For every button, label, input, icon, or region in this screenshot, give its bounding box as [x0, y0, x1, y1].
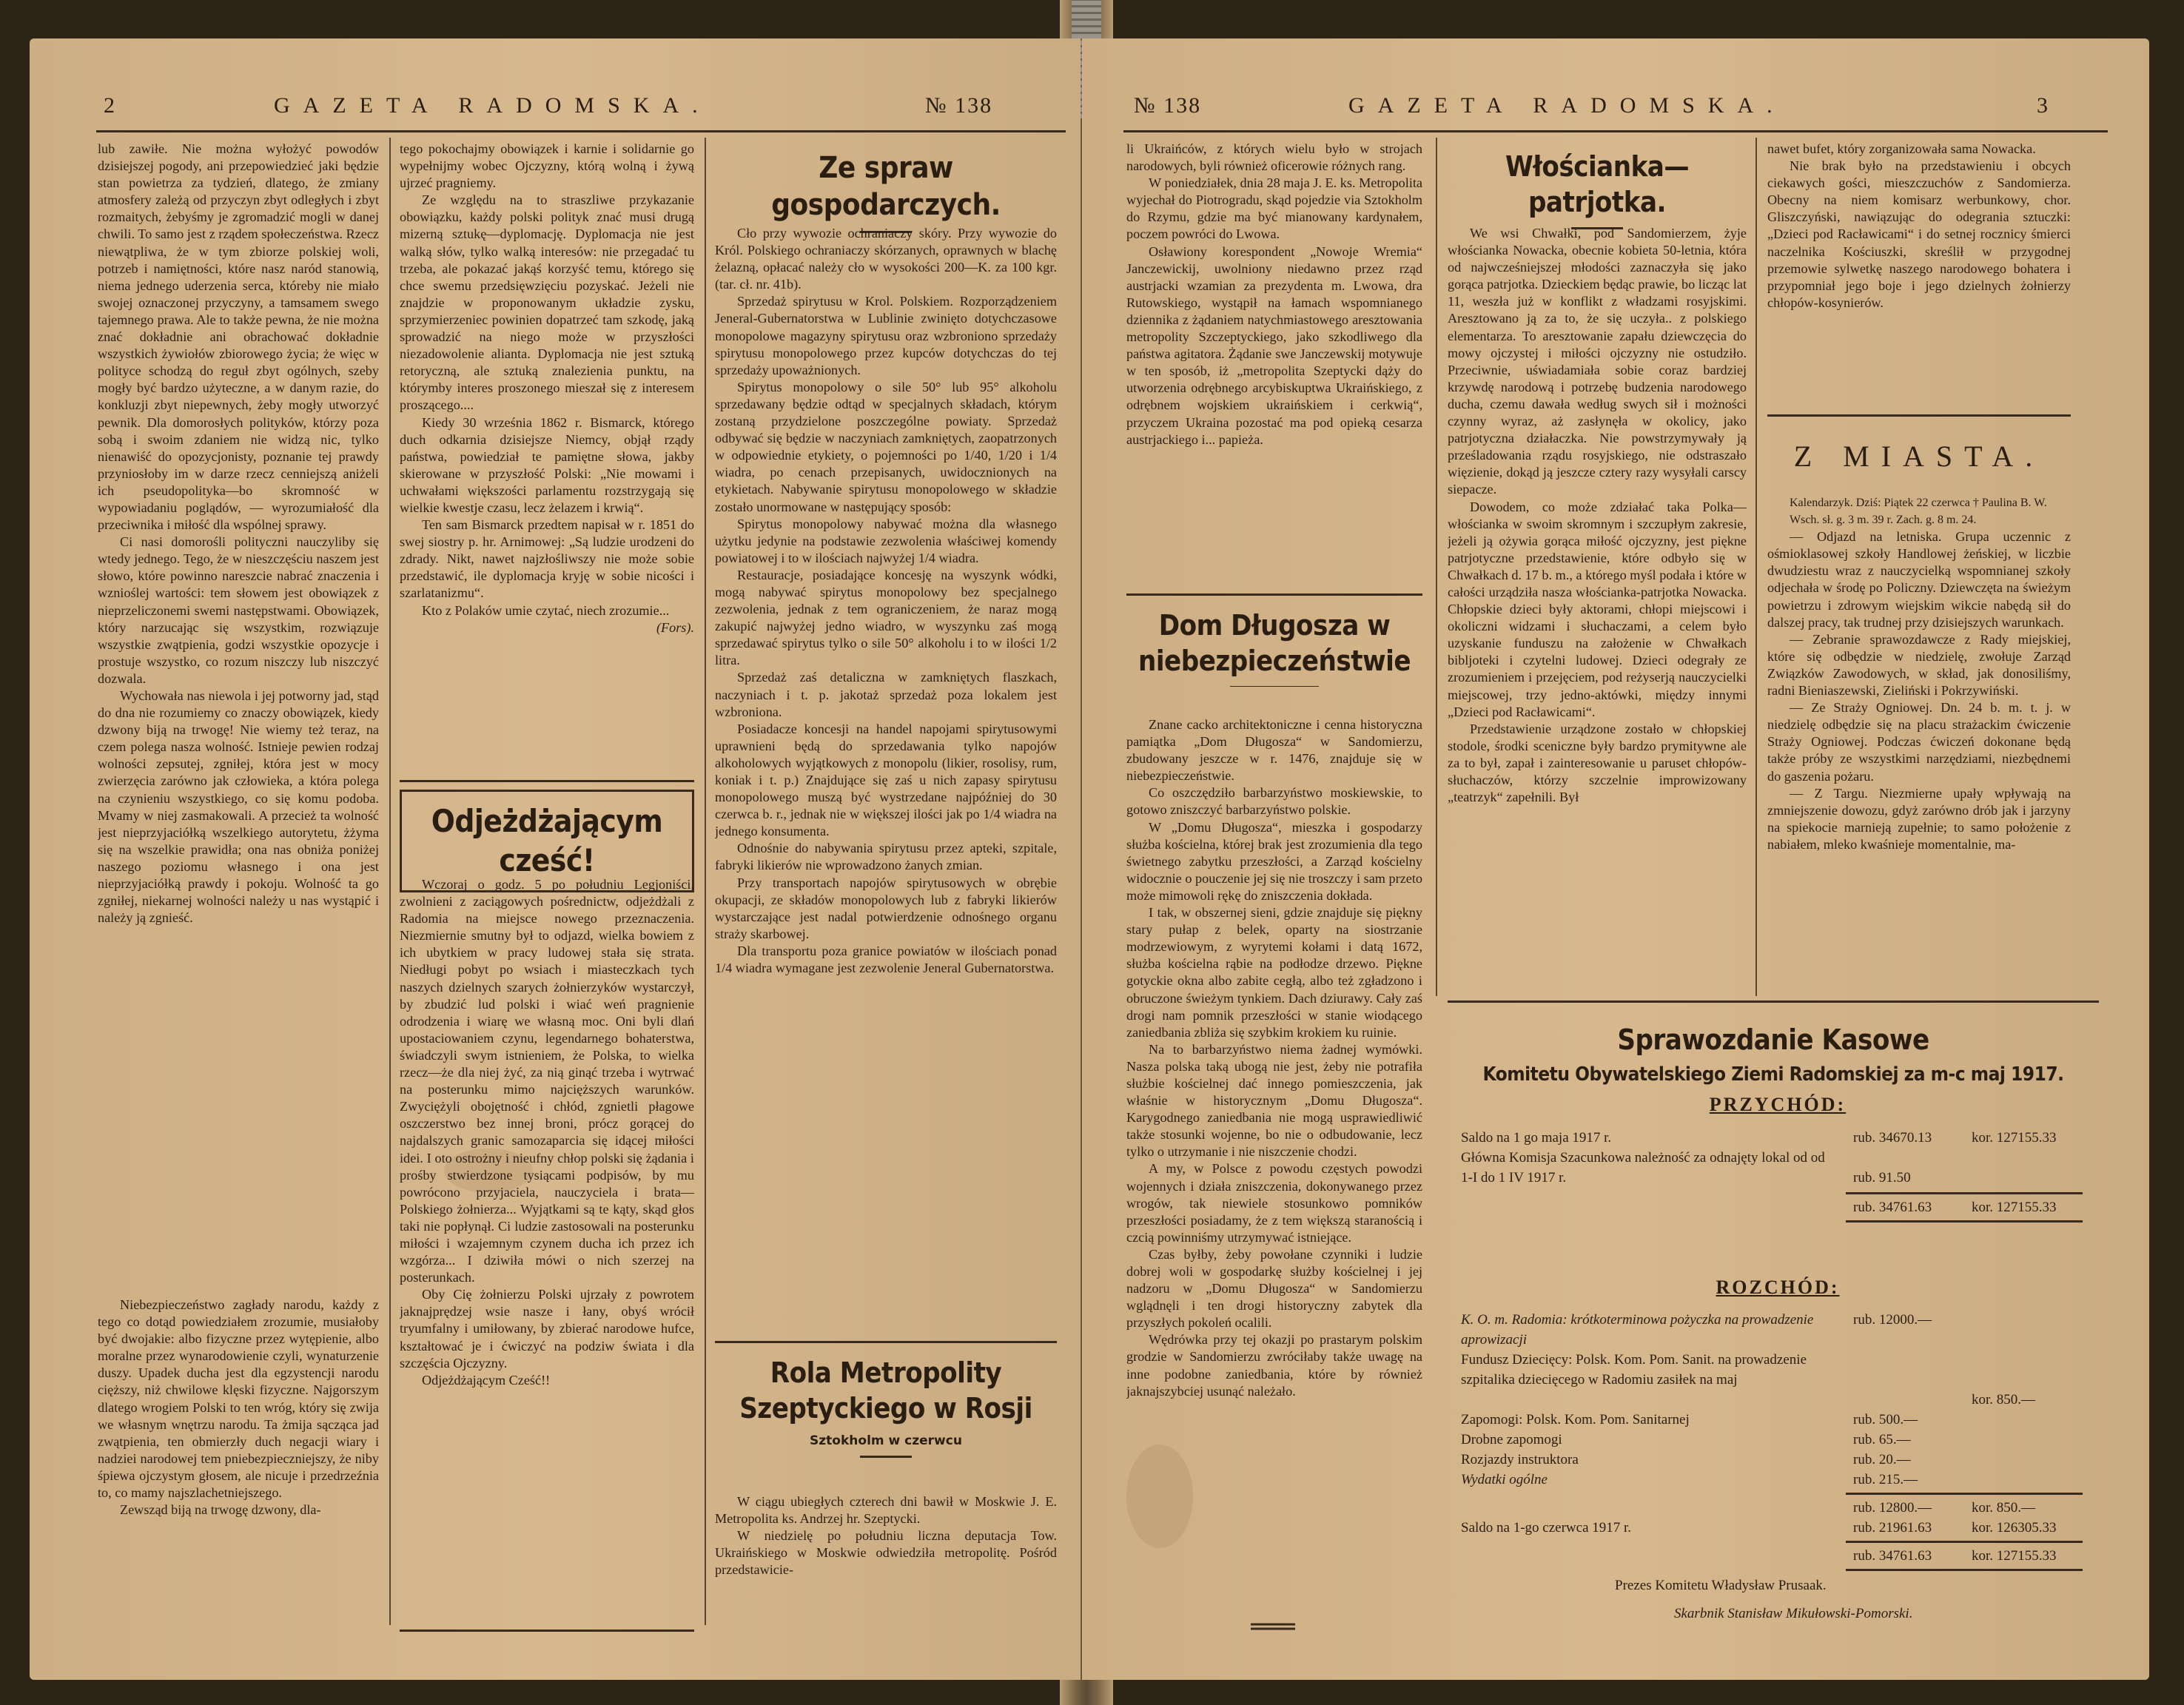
- sum-rub: rub. 34761.63: [1853, 1200, 1932, 1215]
- paragraph: — Zebranie sprawozdawcze z Rady miejskiej, które się odbędzie w niedzielę, zwołuje Zarząd Związków Zawodowych, w skład, jak donosiliśmy, radni Bieniaszewski, Zieliński i Pokrzywiński.: [1767, 631, 2071, 699]
- wloscianka-title: Włościanka—patrjotka.: [1505, 150, 1690, 218]
- dlugosz-article: [1126, 716, 1422, 1612]
- rozchod-rub: rub. 12000.—: [1853, 1312, 1932, 1328]
- paragraph: W niedzielę po południu liczna deputacja Tow. Ukraińskiego w Moskwie odwiedziła metropolitę. Pośród przedstawicie-: [715, 1528, 1057, 1578]
- ornament-icon: [1251, 1622, 1295, 1631]
- saldo-kor: kor. 126305.33: [1972, 1520, 2057, 1536]
- zmiasta-article: [1767, 494, 2071, 996]
- subtotal-rub: rub. 12800.—: [1853, 1500, 1932, 1516]
- paragraph: Sprzedaż spirytusu w Krol. Polskiem. Rozporządzeniem Jeneral-Gubernatorstwa w Lublinie zwinięto dotychczasowe monopolowe magazyny spirytusu oraz wzbroniono sprzedaży spirytusu monopolowego przez kupców dotychczas do tej sprzedaży upoważnionych.: [715, 294, 1057, 377]
- paragraph: tego pokochajmy obowiązek i karnie i solidarnie go wypełnijmy wobec Ojczyzny, którą wolną i żywą ujrzeć pragniemy.: [400, 141, 694, 191]
- paragraph: Cło przy wywozie ochraniaczy skóry. Przy wywozie do Król. Polskiego ochraniaczy skórzanych, oprawnych w blachę żelazną, opłacać należy cło w wysokości 200—K. za 100 kgr. (tar. cł. nr. 41b).: [715, 226, 1057, 292]
- metropolita-header: [715, 1356, 1057, 1468]
- left-col1-article: [98, 141, 379, 1249]
- paragraph: I tak, w obszernej sieni, gdzie znajduje się piękny stary pułap z belek, oparty na siostrzanie modrzewiowym, z wyrytemi kołami i datą 1672, służba kościelna rąbie na podłodze drzewo. Piękne gotyckie okna albo zabite cegłą, albo też zgładzono i obruczone świeżym tynkiem. Dach dziurawy. Cały zaś drogi nam pomnik przeszłości w stanie wiodącego zaniedbania zbliża się szybkim krokiem ku ruinie.: [1126, 905, 1422, 1040]
- subtotal-kor: kor. 850.—: [1972, 1500, 2036, 1516]
- przychod-heading: PRZYCHÓD:: [1709, 1094, 1847, 1115]
- paragraph: We wsi Chwałki, pod Sandomierzem, żyje włościanka Nowacka, obecnie kobieta 50-letnia, która od najwcześniejszej młodości zaznaczyła się jako gorąca patrjotka. Dzieckiem będąc prawie, bo licząc lat 11, weszła już w konflikt z władzami rosyjskimi. Aresztowano ją za to, że się uczyła.. z polskiego elementarza. To aresztowanie zapału dziewczęcia do mowy ojczystej i miłości ojczyzny nie ostudziło. Przeciwnie, uświadamiała sobie coraz bardziej krzywdę narodową i potrzebę budzenia narodowego ducha, czemu dawała według swych sił i możności czynny wyraz, aż zasłynęła w okolicy, jako patrjotyczna działaczka. Nie powstrzymywały ją prześladowania rządu rosyjskiego, nie odstraszało więzienie, dokąd ją jeszcze cztery razy wysyłali carscy siepacze.: [1448, 226, 1747, 497]
- saldo-label: Saldo na 1 go maja 1917 r.: [1461, 1130, 1612, 1146]
- saldo-rub: rub. 34670.13: [1853, 1130, 1932, 1146]
- paragraph: Restauracje, posiadające koncesję na wyszynk wódki, mogą nabywać spirytus monopolowy bez specjalnego zezwolenia, jednak z tem ograniczeniem, że naraz mogą zakupić najwyżej jedno wiadro, w wyszynku zaś mogą sprzedawać spirytus tylko o sile 50° alkoholu i to w ilości 1/2 litra.: [715, 567, 1057, 668]
- dlugosz-header: [1126, 608, 1422, 697]
- kasowe-subtitle: Komitetu Obywatelskiego Ziemi Radomskiej za m-c maj 1917.: [1482, 1063, 2064, 1086]
- paragraph: lub zawiłe. Nie można wyłożyć powodów dzisiejszej pogody, ani przepowiedzieć jaki będzie stan powietrza za tydzień, dlatego, że zmiany atmosfery zależą od przyczyn zbyt odległych i zbyt rozmaitych, żebyśmy je zgromadzić mogli w danej chwili. To samo jest z rządem społeczeństwa. Rzecz niewątpliwa, że w tym zbiorze polskiej woli, potrzeb i namiętności, które nasz naród stanowią, niema jednego uderzenia serca, któreby nie miało swojej oznaczonej przyczyny, a tamsamem swego tajemnego prawa. Ale to także pewna, że nie można znać dokładnie ani obrachować dokładnie wszystkich żywiołów zbiorowego życia; że więc w polityce schodzą do reguł zbyt ogólnych, szeby mogły być bardzo użyteczne, a w danym razie, do konkluzji zbyt niepewnych, żeby mogły utworzyć pewnik. Dla domorosłych polityków, którzy poza sobą i swoim zdaniem nie widzą nic, tylko nienawiść do opozycjonisty, poznanie tej prawdy przyniosłoby im w darze rzecz cenniejszą aniżeli ich pseudopolityka—bo skromność w wypowiadaniu poglądów, — wyrozumiałość dla przeciwnika i miłość dla wspólnej sprawy.: [98, 141, 379, 533]
- paragraph: Przy transportach napojów spirytusowych w obrębie okupacji, ze składów monopolowych lub z fabryki likierów wystarczające jest nadal potwierdzenie odnośnego organu straży skarbowej.: [715, 875, 1057, 941]
- col-divider: [1755, 138, 1757, 996]
- left-col1-article-cont: [98, 1297, 379, 1631]
- paragraph: A my, w Polsce z powodu częstych powodzi wojennych i działa zniszczenia, dokonywanego przez wrogów, tak niewiele stosunkowo pomników przeszłości posiadamy, że z tem większą staranością i czcią powinniśmy utrzymywać istniejące.: [1126, 1161, 1422, 1245]
- sum-kor: kor. 127155.33: [1972, 1200, 2057, 1215]
- prezes-signature: Prezes Komitetu Władysław Prusaak.: [1615, 1578, 1827, 1593]
- paragraph: Spirytus monopolowy o sile 50° lub 95° alkoholu sprzedawany będzie odtąd w specjalnych składach, którym zostaną przydzielone poszczególne powiaty. Sprzedaż odbywać się będzie w naczyniach zamkniętych, zaopatrzonych w odpowiednie etykiety, o pojemności po 1/40, 1/20 i 1/4 wiadra, po cenach przepisanych, uwidocznionych na etykietach. Nabywanie spirytusu monopolowego w składzie zostało unormowane w następujący sposób:: [715, 379, 1057, 514]
- glowna-rub: rub. 91.50: [1853, 1170, 1911, 1186]
- paragraph: Czas byłby, żeby powołane czynniki i ludzie dobrej woli w gospodarkę służby kościelnej i jej nadzoru w „Domu Długosza“ w Sandomierzu wglądnęli i ten drogi historyczny zabytek dla przyszłych pokoleń ocalili.: [1126, 1246, 1422, 1331]
- author-signature: (Fors).: [656, 619, 694, 635]
- left-header-rule: [96, 130, 1066, 132]
- kasowe-title: Sprawozdanie Kasowe: [1617, 1023, 1929, 1056]
- paragraph: — Ze Straży Ogniowej. Dn. 24 b. m. t. j. w niedzielę odbędzie się na placu strażackim ćwiczenie Straży Ogniowej. Podczas ćwiczeń dokonane będą także próby ze wszystkimi narzędziami, niezbędnemi do gaszenia pożaru.: [1767, 700, 2071, 784]
- rule: [1126, 593, 1422, 596]
- metropolita-continued: [1126, 141, 1422, 588]
- paragraph: Niebezpieczeństwo zagłady narodu, każdy z tego co dotąd powiedziałem zrozumie, musiałoby być dwojakie: albo fizyczne przez wytępienie, albo moralne przez wynarodowienie czyli, wynaturzenie duszy. Upadek ducha jest dla egzystencji narodu cięższy, niż chwilowe klęski fizyczne. Najgorszym dlatego wrogiem Polski to ten wróg, który się zwija we własnym wnętrzu narodu. Ta żmija sącząca jad zwątpienia, ten obmierzły duch negacji wiary i nadziei narodowej tem pniebezpieczniejszy, że niby śpiewa ojczystym głosem, ale nicuje i przedrzeźnia to, co mamy najszlachetniejszego.: [98, 1297, 379, 1501]
- skarbnik-signature: Skarbnik Stanisław Mikułowski-Pomorski.: [1674, 1606, 1913, 1621]
- paragraph: Odnośnie do nabywania spirytusu przez apteki, szpitale, fabryki likierów nie wprowadzono żanych zmian.: [715, 841, 1057, 873]
- total-rub: rub. 34761.63: [1853, 1548, 1932, 1564]
- paragraph: Posiadacze koncesji na handel napojami spirytusowymi uprawnieni będą do sprzedawania tylko napojów alkoholowych wyjątkowych z monopolu (likier, rosolisy, rum, koniak i t. p.) Znajdujące się zaś u nich zapasy spirytusu monopolowego muszą być wystrzedane najpóźniej do 30 czerwca b. r., jednak nie w większej ilości jak po 1/4 wiadra na jednego konsumenta.: [715, 721, 1057, 839]
- rozchod-kor: kor. 850.—: [1972, 1392, 2036, 1408]
- left-masthead: GAZETA RADOMSKA.: [274, 93, 711, 118]
- rozchod-heading: ROZCHÓD:: [1716, 1277, 1840, 1298]
- paragraph: Dowodem, co może zdziałać taka Polka—włościanka w swoim skromnym i szczupłym zakresie, jeżeli ją ożywia gorąca miłość ojczyzny, jest piękne patrjotyczne przedstawienie, które odbyło się w Chwałkach d. 17 b. m., a którego myśl podała i które w całości urządziła nasza włościanka-patrjotka Nowacka. Chłopskie dzieci były aktorami, chłopi miejscowi i okoliczni widzami i słuchaczami, a celem było uzyskanie funduszu na założenie w Chwałkach bibljoteki i czytelni ludowej. Dzieci odegrały ze zrozumieniem i przejęciem, pod reżyserją nauczycielki miejscowej, trzy jedno-aktówki, między innymi „Dzieci pod Racławicami“.: [1448, 499, 1747, 719]
- zmiasta-title: Z MIASTA.: [1793, 440, 2045, 473]
- paragraph: Ci nasi domorośli polityczni nauczyliby się wtedy jednego. Tego, że w nieszczęściu naszem jest słowo, które powinno nareszcie nabrać znaczenia i wznioślej wartości: tem słowem jest obowiązek z nieprzeliczonemi swemi następstwami. Obowiązek, który narzucając się wszystkim, rozwiązuje wszystkie zwątpienia, godzi wszystkie opozycje i prostuje wszystko, co rozum niszczy lub niszczyć dozwala.: [98, 534, 379, 686]
- paragraph: W ciągu ubiegłych czterech dni bawił w Moskwie J. E. Metropolita ks. Andrzej hr. Szeptycki.: [715, 1494, 1057, 1527]
- metropolita-article: [715, 1493, 1057, 1631]
- paragraph: W poniedziałek, dnia 28 maja J. E. ks. Metropolita wyjechał do Piotrogradu, skąd pojedzie via Sztokholm do Rzymu, gdzie ma być mianowany kardynałem, poczem powróci do Lwowa.: [1126, 175, 1422, 242]
- right-page-number: 3: [2037, 93, 2048, 118]
- paragraph: Osławiony korespondent „Nowoje Wremia“ Janczewickij, uwolniony niedawno przez rząd austrjacki wzamian za prezydenta m. Lwowa, dra Rutowskiego, wystąpił na łamach wspomnianego dziennika z żądaniem natychmiastowego aresztowania metropolity Szczeptyckiego, jako szkodliwego dla państwa agitatora. Żądanie swe Janczewskij motywuje w ten sposób, iż „metropolita Szeptycki dąży do utworzenia odrębnego arcybiskuptwa Ukraińskiego, z odrębnem wojskiem ukraińskiem i cerkwią“, przyczem Ukraina pozostać ma pod opieką cesarza austrjackiego i... papieża.: [1126, 243, 1422, 447]
- paragraph: Na to barbarzyństwo niema żadnej wymówki. Nasza polska taką ubogą nie jest, żeby nie potrafiła służbie kościelnej dać innego pomieszczenia, jak właśnie w historycznym „Domu Długosza“. Karygodnego zaniedbania nie mogą usprawiedliwić także stosunki wojenne, bo nie o odbudowanie, lecz tylko o utrzymanie i nie niszczenie chodzi.: [1126, 1041, 1422, 1160]
- left-page: [30, 38, 1081, 1680]
- sun-times: Wsch. sł. g. 3 m. 39 r. Zach. g. 8 m. 24.: [1790, 514, 1977, 527]
- rozchod-item: Zapomogi: Polsk. Kom. Pom. Sanitarnej: [1461, 1412, 1690, 1427]
- paragraph: Wychowała nas niewola i jej potworny jad, stąd do dna nie rozumiemy co znaczy obowiązek, kiedy dzwony biją na trwogę! Nie wiemy też teraz, na czem polega nasza wolność. Istnieje pewien rodzaj wolności zepsutej, zgniłej, która jest w mocy zwierzęcia zarówno jak człowieka, a która polega na czynieniu wszystkiego, co się komu podoba. Mvamy w niej zasmakowali. A przecież ta wolność jest nieprzyjaciółką wszelkiego autorytetu, żżyma się na wszelkie prawidła; ona nas obniża poniżej naszego poziomu własnego i ona jest nieprzyjaciółką prawdy i pokoju. Wolność ta go zgniłej, niekarnej wolności należy u nas wystąpić i należy ją zgnieść.: [98, 688, 379, 926]
- calendar-line: Kalendarzyk. Dziś: Piątek 22 czerwca † Paulina B. W.: [1790, 497, 2047, 509]
- rozchod-item: Drobne zapomogi: [1461, 1432, 1562, 1447]
- rozchod-rub: rub. 20.—: [1853, 1452, 1911, 1467]
- metropolita-title: Rola Metropolity Szeptyckiego w Rosji: [739, 1356, 1032, 1425]
- saldo-label: Saldo na 1-go czerwca 1917 r.: [1461, 1520, 1632, 1536]
- right-header-rule: [1123, 130, 2108, 132]
- left-col2-article: [400, 141, 694, 774]
- paragraph: Co oszczędziło barbarzyństwo moskiewskie, to gotowo zniszczyć barbarzyństwo polskie.: [1126, 785, 1422, 818]
- gospodarczych-article: [715, 225, 1057, 1261]
- paragraph: Ze względu na to straszliwe przykazanie obowiązku, każdy polski polityk znać musi drugą mizerną sztukę—dyplomację. Dyplomacja nie jest walką słów, tylko walką interesów: nie przegadać tu trzeba, ale pokazać jakąś korzyść temu, którego się chce swemu przedsięwzięciu pozyskać. Jeżeli nie znajdzie w proponowanym układzie zysku, sprzymierzeniec powinien dopatrzeć tam szkodę, jaką sprowadzić na niego może w przyszłości niezadowolenie alianta. Dyplomacja nie jest sztuką retoryczną, ale sztuką znalezienia punktu, na którymby interes proszonego mieszał się z interesem proszącego....: [400, 192, 694, 413]
- metropolita-dateline: Sztokholm w czerwcu: [810, 1433, 962, 1448]
- paragraph: — Odjazd na letniska. Grupa uczennic z ośmioklasowej szkoły Handlowej żeńskiej, w liczbie dwudziestu wraz z nauczycielką wspomnianej szkoły odjechała w środę po Policzny. Dziewczęta na świeżym powietrzu i zdrowym wiejskim wikcie nabędą sił do dalszej pracy, tak trudnej przy dzisiejszych warunkach.: [1767, 529, 2071, 630]
- paragraph: Dla transportu poza granice powiatów w ilościach ponad 1/4 wiadra wymagane jest zezwolenie Jeneral Gubernatorstwa.: [715, 943, 1057, 976]
- right-page: [1082, 38, 2149, 1680]
- rozchod-rub: rub. 65.—: [1853, 1432, 1911, 1447]
- paragraph: Wędrówka przy tej okazji po prastarym polskim grodzie w Sandomierzu zwróciłaby także uwagę na inne podobne zaniedbania, które by również jaknajszybciej usunąć należało.: [1126, 1332, 1422, 1399]
- paragraph: Przedstawienie urządzone zostało w chłopskiej stodole, środki sceniczne były bardzo prymitywne ale za to był, zapał i zainteresowanie u paruset chłopów-słuchaczów, którzy szczelnie improwizowany „teatrzyk“ zapełnili. Był: [1448, 721, 1747, 805]
- paragraph: Znane cacko architektoniczne i cenna historyczna pamiątka „Dom Długosza“ w Sandomierzu, zbudowany jeszcze w r. 1476, znajduje się w niebezpieczeństwie.: [1126, 717, 1422, 784]
- rozchod-item: Fundusz Dziecięcy: Polsk. Kom. Pom. Sanit. na prowadzenie szpitalika dziecięcego w Radomiu zasiłek na maj: [1461, 1352, 1807, 1388]
- rule: [400, 1630, 694, 1632]
- kasowe-przychod-table: [1461, 1128, 2083, 1223]
- rozchod-rub: rub. 215.—: [1853, 1472, 1918, 1487]
- saldo-kor: kor. 127155.33: [1972, 1130, 2057, 1146]
- paragraph: W „Domu Długosza“, mieszka i gospodarzy służba kościelna, której brak jest zrozumienia dla tego świetnego zabytku przeszłości, a Zarząd kościelny widocznie o pouczenie jej się nie troszczy i sam przeto może mimowoli rękę do zniszczenia dokłada.: [1126, 819, 1422, 903]
- gospodarczych-title: Ze spraw gospodarczych.: [771, 151, 1001, 222]
- paragraph: Nie brak było na przedstawieniu i obcych ciekawych gości, mieszczuchów z Sandomierza. Obecny na niem komisarz werbunkowy, chor. Gliszczyński, nawiązując do odegrania sztuczki: „Dzieci pod Racławicami“ i do setnej rocznicy śmierci naczelnika Kościuszki, skreślił w przygodnej przemowie sylwetkę naszego narodowego bohatera i przypomniał jego boje i jego dzielnych żołnierzy chłopów-kosynierów.: [1767, 158, 2071, 310]
- col-divider: [389, 138, 391, 1625]
- right-masthead: GAZETA RADOMSKA.: [1348, 93, 1786, 118]
- paragraph: Spirytus monopolowy nabywać można dla własnego użytku jedynie na podstawie zezwolenia właściwej komendy powiatowej i to w ilościach najwyżej 1/4 wiadra.: [715, 516, 1057, 565]
- col-divider: [705, 138, 706, 1625]
- right-header: [1082, 87, 2149, 132]
- rozchod-item: K. O. m. Radomia: krótkoterminowa pożyczka na prowadzenie aprowizacji: [1461, 1312, 1814, 1348]
- paragraph: Zewsząd biją na trwogę dzwony, dla-: [120, 1502, 321, 1518]
- paragraph: Oby Cię żołnierzu Polski ujrzały z powrotem jaknajprędzej wsie nasze i łany, obyś wrócił tryumfalny i umiłowany, by zbierać narodowe hufce, kształtować je i ćwiczyć na podziw świata i dla szczęścia Ojczyzny.: [400, 1287, 694, 1371]
- wloscianka-continued: [1767, 141, 2071, 408]
- rozchod-item: Rozjazdy instruktora: [1461, 1452, 1579, 1467]
- left-header: [30, 87, 1081, 132]
- wloscianka-article: [1448, 225, 1747, 995]
- odjezdzajacym-title: Odjeżdżającym cześć!: [400, 790, 694, 892]
- paragraph: Sprzedaż zaś detaliczna w zamkniętych flaszkach, naczyniach i t. p. jakotaż sprzedaż poza lokalem jest wzbroniona.: [715, 670, 1057, 719]
- left-issue-number: № 138: [925, 93, 993, 118]
- rozchod-rub: rub. 500.—: [1853, 1412, 1918, 1427]
- paragraph: li Ukraińców, z których wielu było w strojach narodowych, byli również oficerowie różnych rang.: [1126, 141, 1422, 174]
- rule: [1767, 414, 2071, 417]
- glowna-label: Główna Komisja Szacunkowa należność za odnajęty lokal od od 1-I do 1 IV 1917 r.: [1461, 1150, 1825, 1186]
- paragraph: nawet bufet, który zorganizowała sama Nowacka.: [1767, 141, 2036, 156]
- saldo-rub: rub. 21961.63: [1853, 1520, 1932, 1536]
- left-page-number: 2: [104, 93, 115, 118]
- rozchod-item: Wydatki ogólne: [1461, 1472, 1548, 1487]
- right-issue-number: № 138: [1134, 93, 1202, 118]
- paragraph: Kto z Polaków umie czytać, niech zrozumie...: [422, 602, 670, 618]
- odjezdzajacym-article: [400, 876, 694, 1624]
- paragraph: Ten sam Bismarck przedtem napisał w r. 1851 do swej siostry p. hr. Arnimowej: „Są ludzie urodzeni do zdrady. Nikt, nawet najzłośliwszy nie może sobie przedstawić, ile dyplomacja kryję w sobie nicości i szarlatanizmu“.: [400, 517, 694, 601]
- paragraph: Odjeżdżającym Cześć!!: [422, 1372, 551, 1388]
- dlugosz-title: Dom Długosza w niebezpieczeństwie: [1138, 609, 1411, 677]
- col-divider: [1436, 138, 1437, 996]
- rule: [715, 1341, 1057, 1343]
- total-kor: kor. 127155.33: [1972, 1548, 2057, 1564]
- paragraph: Wczoraj o godz. 5 po południu Legjoniści, zwolnieni z zaciągowych pośrednictw, odjeżdżali z Radomia na miejsce nowego przeznaczenia. Niezmiernie smutny był to odjazd, wielka bowiem z ich ubytkiem w pracy ludowej stała się strata. Niedługi pobyt po wsiach i miasteczkach tych naszych dzielnych szarych żołnierzyków wystarczył, by zbudzić lud polski i wiać weń pragnienie odrodzenia i wiarę we własną moc. Oni byli dlań upostaciowaniem czynu, legendarnego bohaterstwa, świadczyli swym istnieniem, że Polska, to wielka rzecz—że dla niej żyć, za nią ginąć trzeba i wytrwać na posterunku mimo najcięższych warunków. Zwyciężyli obojętność i chłód, zgnietli płagowe oszczerstwo bez innej broni, prócz gorącej do najdalszych granic samozaparcia się idącej miłości idei. I oto ostrożny i nieufny chłop polski się żądania i prośby stwierdzone tysiącami podpisów, by mu powrócono przyjaciela, nauczyciela i brata—Polskiego żołnierza... Wyjątkami są te kąty, skąd głos taki nie popłynął. Ci ludzie zastosowali na posterunku miłości i wzajemnym czynem ducha ich przez ich wzgórza... I dziwiła mówi o nich szerzej na posterunkach.: [400, 877, 694, 1285]
- paragraph: — Z Targu. Niezmierne upały wpływają na zmniejszenie dowozu, gdyż zarówno drób jak i jarzyny na spiekocie marnieją zupełnie; to samo położenie z nabiałem, mleko kwaśnieje momentalnie, ma-: [1767, 785, 2071, 852]
- paragraph: Kiedy 30 września 1862 r. Bismarck, którego duch odkarnia dzisiejsze Niemcy, objął rządy państwa, powiedział te pamiętne słowa, jakby skierowane w przyszłość Polski: „Nie mowami i uchwałami większości parlamentu rozstrzygają się wielkie kwestje czasu, lecz żelazem i krwią“.: [400, 414, 694, 515]
- kasowe-rozchod-table: [1461, 1310, 2083, 1571]
- rule: [1448, 1001, 2099, 1003]
